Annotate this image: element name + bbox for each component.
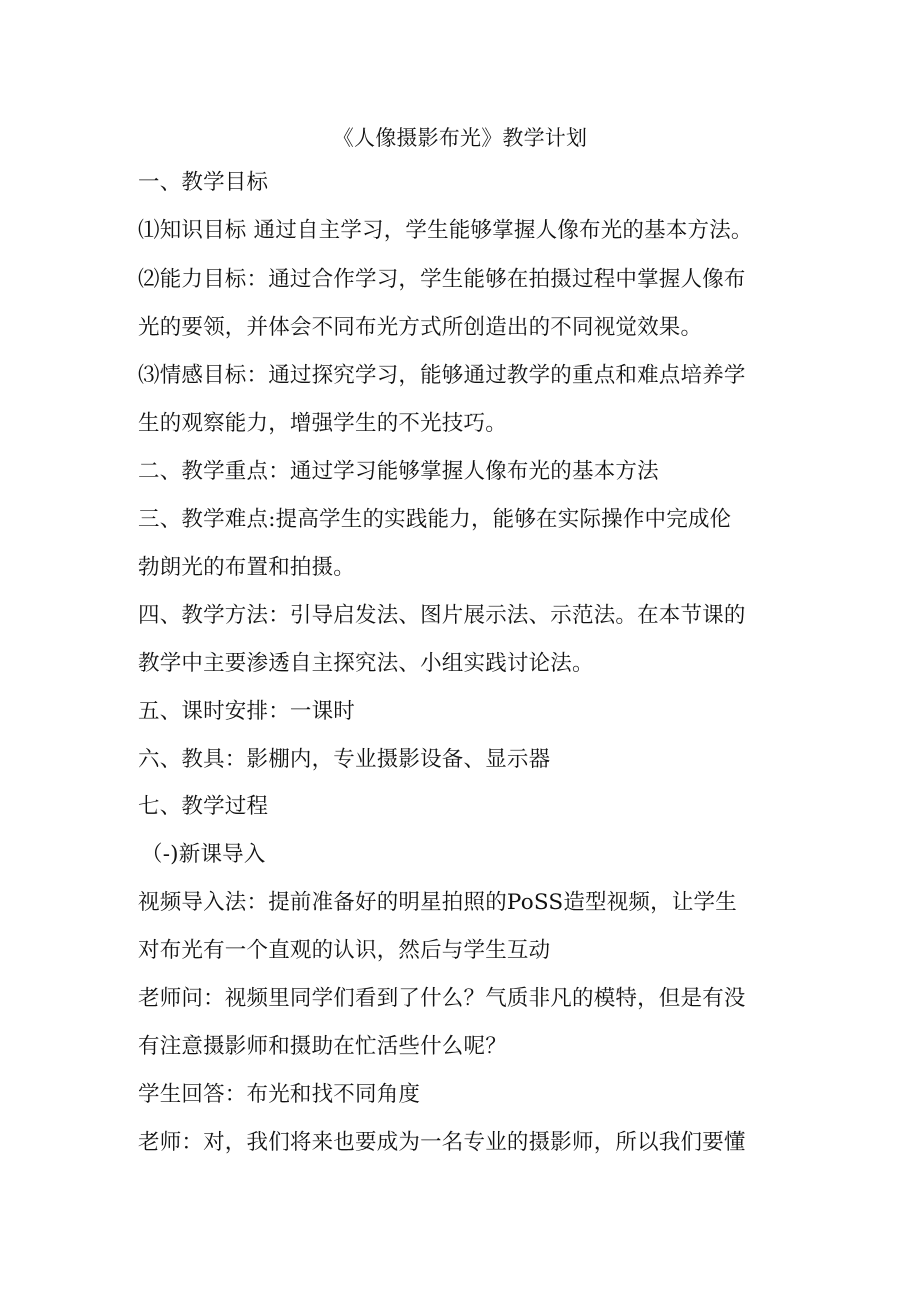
heading-teaching-process: 七、教学过程 xyxy=(138,794,269,819)
heading-teaching-aids: 六、教具：影棚内，专业摄影设备、显示器 xyxy=(138,747,551,772)
subheading-new-lesson: （-)新课导入 xyxy=(141,842,266,867)
heading-schedule: 五、课时安排：一课时 xyxy=(138,699,356,724)
paragraph-line: 老师：对，我们将来也要成为一名专业的摄影师，所以我们要懂 xyxy=(138,1130,746,1155)
paragraph-line: 光的要领，并体会不同布光方式所创造出的不同视觉效果。 xyxy=(138,315,703,340)
paragraph-line: 教学中主要渗透自主探究法、小组实践讨论法。 xyxy=(138,651,594,676)
paragraph-line: 勃朗光的布置和拍摄。 xyxy=(138,555,356,580)
paragraph-line: 老师问：视频里同学们看到了什么？气质非凡的模特，但是有没 xyxy=(138,986,746,1011)
heading-key-points: 二、教学重点：通过学习能够掌握人像布光的基本方法 xyxy=(138,459,659,484)
heading-methods: 四、教学方法：引导启发法、图片展示法、示范法。在本节课的 xyxy=(138,603,746,628)
paragraph-line: 学生回答：布光和找不同角度 xyxy=(138,1082,421,1107)
heading-difficulties: 三、教学难点:提高学生的实践能力，能够在实际操作中完成伦 xyxy=(138,507,732,532)
document-title: 《人像摄影布光》教学计划 xyxy=(332,126,588,150)
paragraph-line: ⑴知识目标 通过自主学习，学生能够掌握人像布光的基本方法。 xyxy=(138,218,753,243)
paragraph-line: 有注意摄影师和摄助在忙活些什么呢？ xyxy=(138,1034,507,1059)
paragraph-line: ⑵能力目标：通过合作学习，学生能够在拍摄过程中掌握人像布 xyxy=(138,267,746,292)
heading-teaching-objectives: 一、教学目标 xyxy=(138,170,269,195)
paragraph-line: 视频导入法：提前准备好的明星拍照的PoSS造型视频，让学生 xyxy=(138,890,737,915)
paragraph-line: 生的观察能力，增强学生的不光技巧。 xyxy=(138,411,507,436)
paragraph-line: ⑶情感目标：通过探究学习，能够通过教学的重点和难点培养学 xyxy=(138,363,746,388)
paragraph-line: 对布光有一个直观的认识，然后与学生互动 xyxy=(138,938,551,963)
